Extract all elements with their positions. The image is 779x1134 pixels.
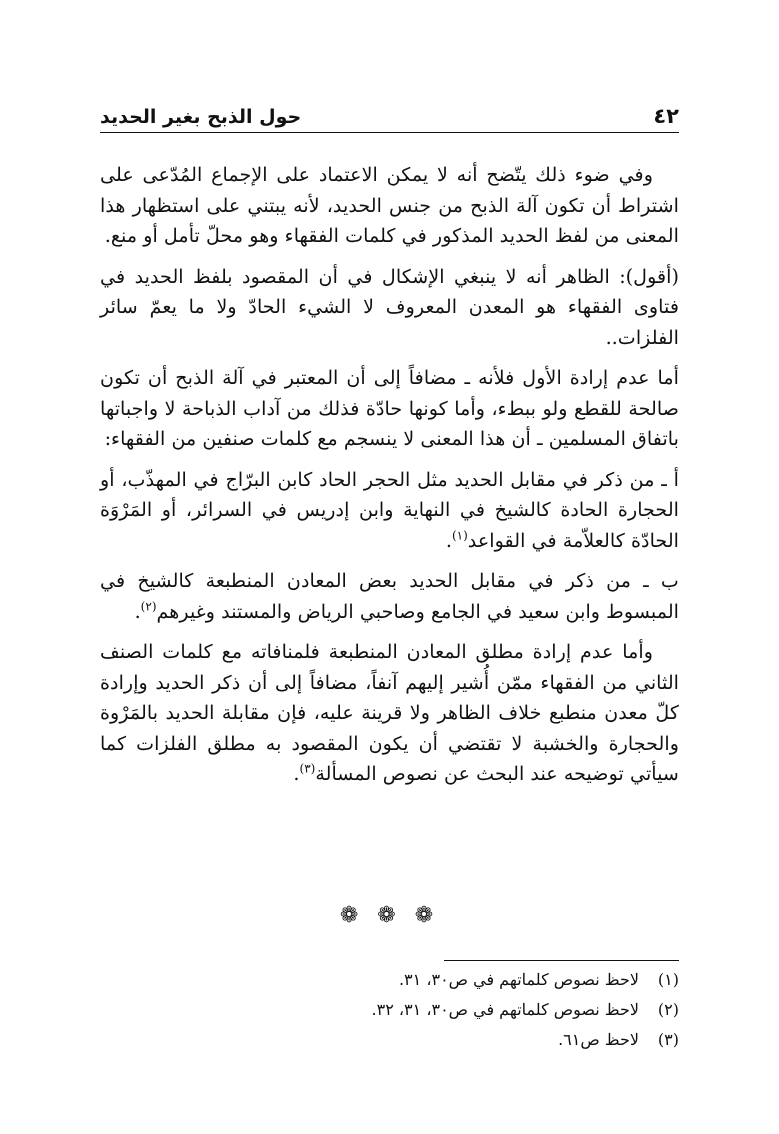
paragraph-6-end: . [293, 762, 300, 785]
paragraph-3: أما عدم إرادة الأول فلأنه ـ مضافاً إلى أن المعتبر في آلة الذبح أن تكون صالحة للقطع ولو ببطء، وأما كونها حادّة فذلك من آداب الذباحة لا واجباتها باتفاق المسلمين ـ أن هذا المعنى لا ينسجم مع كلمات صنفين من الفقهاء: [100, 366, 679, 450]
page-header [100, 92, 679, 133]
footnote-3 [100, 1025, 679, 1055]
footnote-ref-3: (٣) [299, 761, 316, 776]
footnote-number: (٢) [657, 1000, 679, 1019]
footnote-number: (٣) [657, 1030, 679, 1049]
paragraph-5-end: . [134, 599, 141, 623]
footnote-rule [444, 960, 679, 961]
footnote-ref-1: (١) [451, 528, 468, 543]
footnote-2 [100, 995, 679, 1025]
footnotes [100, 965, 679, 1055]
footnote-number: (١) [657, 970, 679, 989]
body-text [100, 160, 679, 800]
paragraph-5 [100, 566, 679, 627]
footnote-ref-2: (٢) [140, 599, 157, 614]
paragraph-5-text: ب ـ من ذكر في مقابل الحديد بعض المعادن المنطبعة كالشيخ في المبسوط وابن سعيد في الجامع وصاحبي الرياض والمستند وغيرهم [100, 569, 679, 623]
paragraph-4 [100, 465, 679, 557]
footnote-text: لاحظ نصوص كلماتهم في ص٣٠، ٣١، ٣٢. [371, 1000, 639, 1019]
paragraph-6-text: وأما عدم إرادة مطلق المعادن المنطبعة فلمنافاته مع كلمات الصنف الثاني من الفقهاء ممّن أُشير إليهم آنفاً، مضافاً إلى أن ذكر الحديد وإرادة كلّ معدن منطبع خلاف الظاهر ولا قرينة عليه، فإن مقابلة الحديد بالمَرْوة والحجارة والخشبة لا تقتضي أن يكون المقصود به مطلق الفلزات كما سيأتي توضيحه عند البحث عن نصوص المسألة [100, 640, 679, 785]
paragraph-1: وفي ضوء ذلك يتّضح أنه لا يمكن الاعتماد على الإجماع المُدّعى على اشتراط أن تكون آلة الذبح من جنس الحديد، لأنه يبتني على استظهار هذا المعنى من لفظ الحديد المذكور في كلمات الفقهاء وهو محلّ تأمل أو منع. [100, 163, 679, 247]
section-ornament: ❁ ❁ ❁ [339, 903, 440, 928]
paragraph-4-end: . [445, 528, 452, 552]
footnote-text: لاحظ نصوص كلماتهم في ص٣٠، ٣١. [398, 970, 639, 989]
running-title: حول الذبح بغير الحديد [100, 106, 302, 128]
paragraph-2: (أقول): الظاهر أنه لا ينبغي الإشكال في أن المقصود بلفظ الحديد في فتاوى الفقهاء هو المعدن المعروف لا الشيء الحادّ ولا ما يعمّ سائر الفلزات.. [100, 264, 679, 349]
paragraph-4-text: أ ـ من ذكر في مقابل الحديد مثل الحجر الحاد كابن البرّاج في المهذّب، أو الحجارة الحادة كالشيخ في النهاية وابن إدريس في السرائر، أو المَرْوَة الحادّة كالعلاّمة في القواعد [100, 467, 679, 552]
footnote-text: لاحظ ص٦١. [558, 1030, 639, 1049]
paragraph-6 [100, 637, 679, 790]
page-number: ٤٢ [653, 104, 679, 128]
footnote-1 [100, 965, 679, 995]
